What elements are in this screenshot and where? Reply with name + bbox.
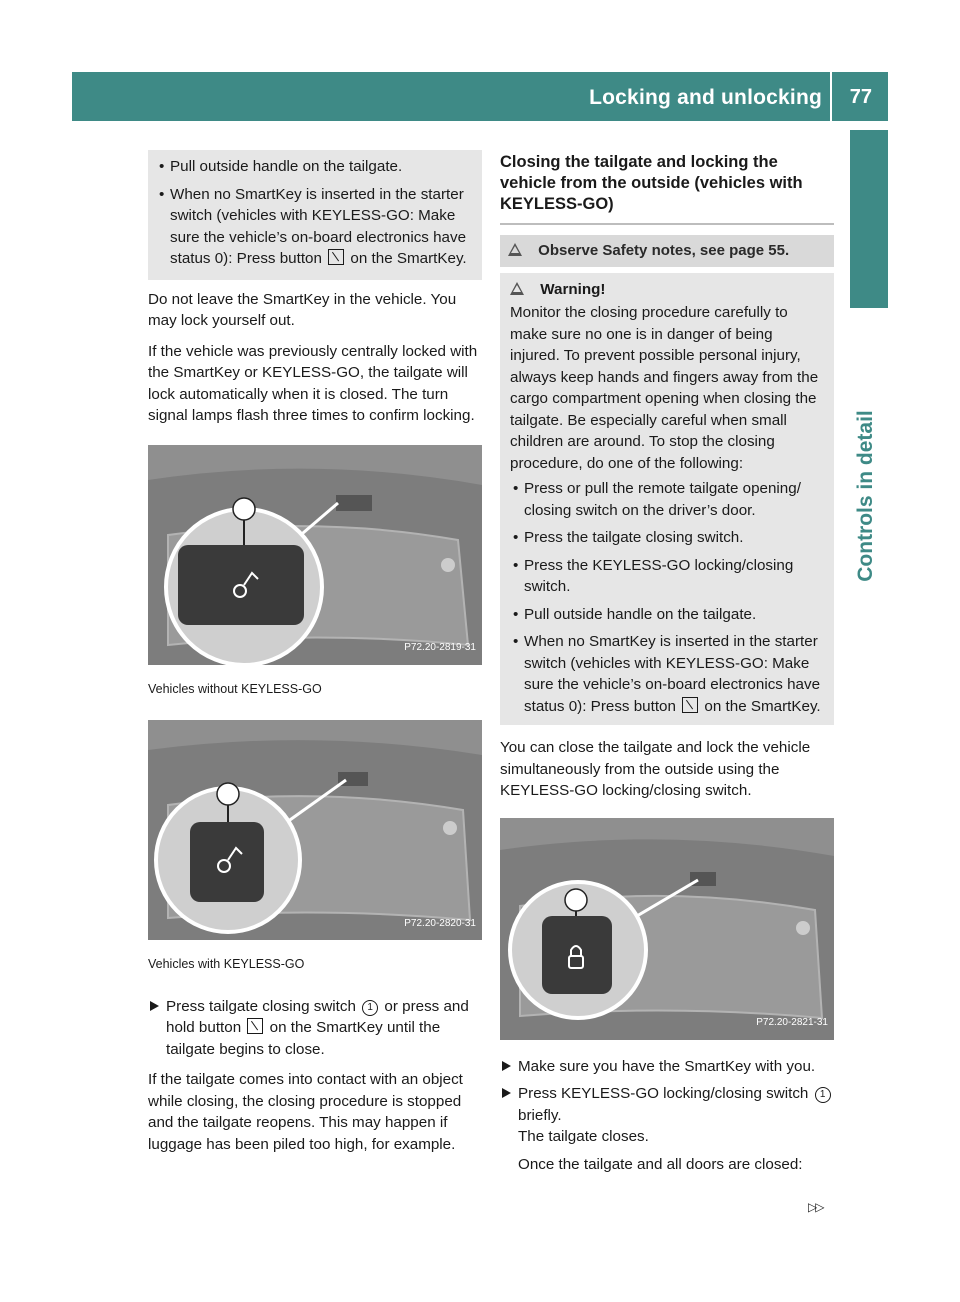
step-arrow-icon (502, 1061, 511, 1071)
bullet-text: When no SmartKey is inserted in the starter switch (vehicles with KEYLESS-GO: Make sure the vehicle’s on-board electronics have status 0): Press button (170, 185, 467, 267)
tailgate-button-icon (682, 697, 698, 713)
bullet-dot: • (159, 185, 165, 203)
right-column (500, 152, 834, 1175)
step-text: or press and hold button (166, 997, 469, 1036)
bullet-text: When no SmartKey is inserted in the starter switch (vehicles with KEYLESS-GO: Make sure the vehicle’s on-board electronics have status 0): Press button (524, 633, 821, 715)
bullet-dot: • (513, 480, 519, 497)
figure-keyless-closing-switch (500, 818, 834, 1040)
bullet-text: Pull outside handle on the tailgate. (170, 158, 403, 175)
list-item (510, 527, 826, 549)
bullet-text-end: on the SmartKey. (350, 250, 467, 267)
header-separator (830, 72, 832, 121)
safety-notice (500, 235, 834, 267)
page-header (72, 72, 888, 121)
list-item (510, 631, 826, 717)
bullet-text: Press the KEYLESS-GO locking/closing switch. (524, 556, 794, 595)
paragraph: Do not leave the SmartKey in the vehicle. You may lock yourself out. (148, 290, 457, 329)
tailgate-button-icon (247, 1018, 263, 1034)
figure-tailgate-keyless (148, 720, 482, 940)
warning-box (500, 273, 834, 726)
warning-triangle-icon (508, 243, 522, 256)
bullet-box (148, 150, 482, 280)
section-title: Closing the tailgate and locking the vehicle from the outside (vehicles with KEYLESS-GO) (500, 152, 834, 225)
side-tab (850, 130, 888, 308)
bullet-text: Press the tailgate closing switch. (524, 529, 744, 546)
left-column (148, 150, 482, 1155)
instruction-step (500, 1056, 834, 1078)
tailgate-illustration (148, 445, 482, 665)
instruction-step (500, 1083, 834, 1126)
bullet-dot: • (513, 605, 519, 623)
figure-code: P72.20-2821-31 (756, 1017, 828, 1028)
figure-caption: Vehicles without KEYLESS-GO (148, 681, 322, 696)
bullet-text-end: on the SmartKey. (704, 697, 821, 715)
list-item (510, 478, 826, 521)
paragraph: If the vehicle was previously centrally locked with the SmartKey or KEYLESS-GO, the tailgate will lock automatically when it is closed. The turn signal lamps flash three times to confirm locking. (148, 342, 478, 424)
warning-title: Warning! (540, 280, 606, 298)
instruction-step (148, 996, 482, 1061)
bullet-dot: • (513, 529, 519, 546)
step-text: Make sure you have the SmartKey with you. (518, 1057, 816, 1075)
section-side-label: Controls in detail (854, 410, 877, 582)
continued-arrows-icon: ▷▷ (808, 1200, 823, 1214)
step-result: Once the tailgate and all doors are closed: (518, 1155, 803, 1173)
step-arrow-icon (502, 1088, 511, 1098)
step-arrow-icon (150, 1001, 159, 1011)
tailgate-illustration (148, 720, 482, 940)
tailgate-button-icon (328, 249, 344, 265)
step-text: on the SmartKey until the tailgate begins to close. (166, 1019, 441, 1058)
bullet-text: Press or pull the remote tailgate opening/ closing switch on the driver’s door. (524, 480, 801, 519)
bullet-text: Pull outside handle on the tailgate. (524, 605, 757, 623)
step-result: The tailgate closes. (518, 1128, 649, 1145)
step-text: briefly. (518, 1106, 562, 1124)
tailgate-illustration (500, 818, 834, 1040)
paragraph: If the tailgate comes into contact with an object while closing, the closing procedure is stopped and the tailgate reopens. This may happen if luggage has been piled too high, for example. (148, 1071, 463, 1153)
paragraph: You can close the tailgate and lock the vehicle simultaneously from the outside using the KEYLESS-GO locking/closing switch. (500, 739, 811, 799)
list-item (510, 604, 826, 626)
page-number: 77 (849, 86, 872, 108)
bullet-dot: • (159, 158, 165, 175)
list-item (510, 555, 826, 598)
header-title: Locking and unlocking (589, 86, 822, 109)
figure-code: P72.20-2819-31 (404, 642, 476, 653)
bullet-dot: • (513, 556, 519, 574)
figure-tailgate-no-keyless (148, 445, 482, 665)
figure-caption: Vehicles with KEYLESS-GO (148, 957, 305, 971)
callout-number: 1 (362, 1000, 378, 1016)
figure-code: P72.20-2820-31 (404, 917, 476, 929)
warning-text: Monitor the closing procedure carefully to make sure no one is in danger of being injured. To prevent possible personal injury, always keep hands and fingers away from the cargo compartment opening when closing the tailgate. Be especially careful when small children are around. To stop the closing procedure, do one of the following: (510, 304, 819, 472)
bullet-dot: • (513, 633, 519, 650)
list-item (156, 156, 474, 178)
list-item (156, 184, 474, 270)
step-text: Press tailgate closing switch (166, 997, 356, 1015)
warning-heading (510, 279, 826, 301)
callout-number: 1 (815, 1087, 831, 1103)
notice-text: Observe Safety notes, see page 55. (538, 242, 790, 259)
warning-triangle-icon (510, 282, 524, 295)
step-text: Press KEYLESS-GO locking/closing switch (518, 1085, 809, 1102)
